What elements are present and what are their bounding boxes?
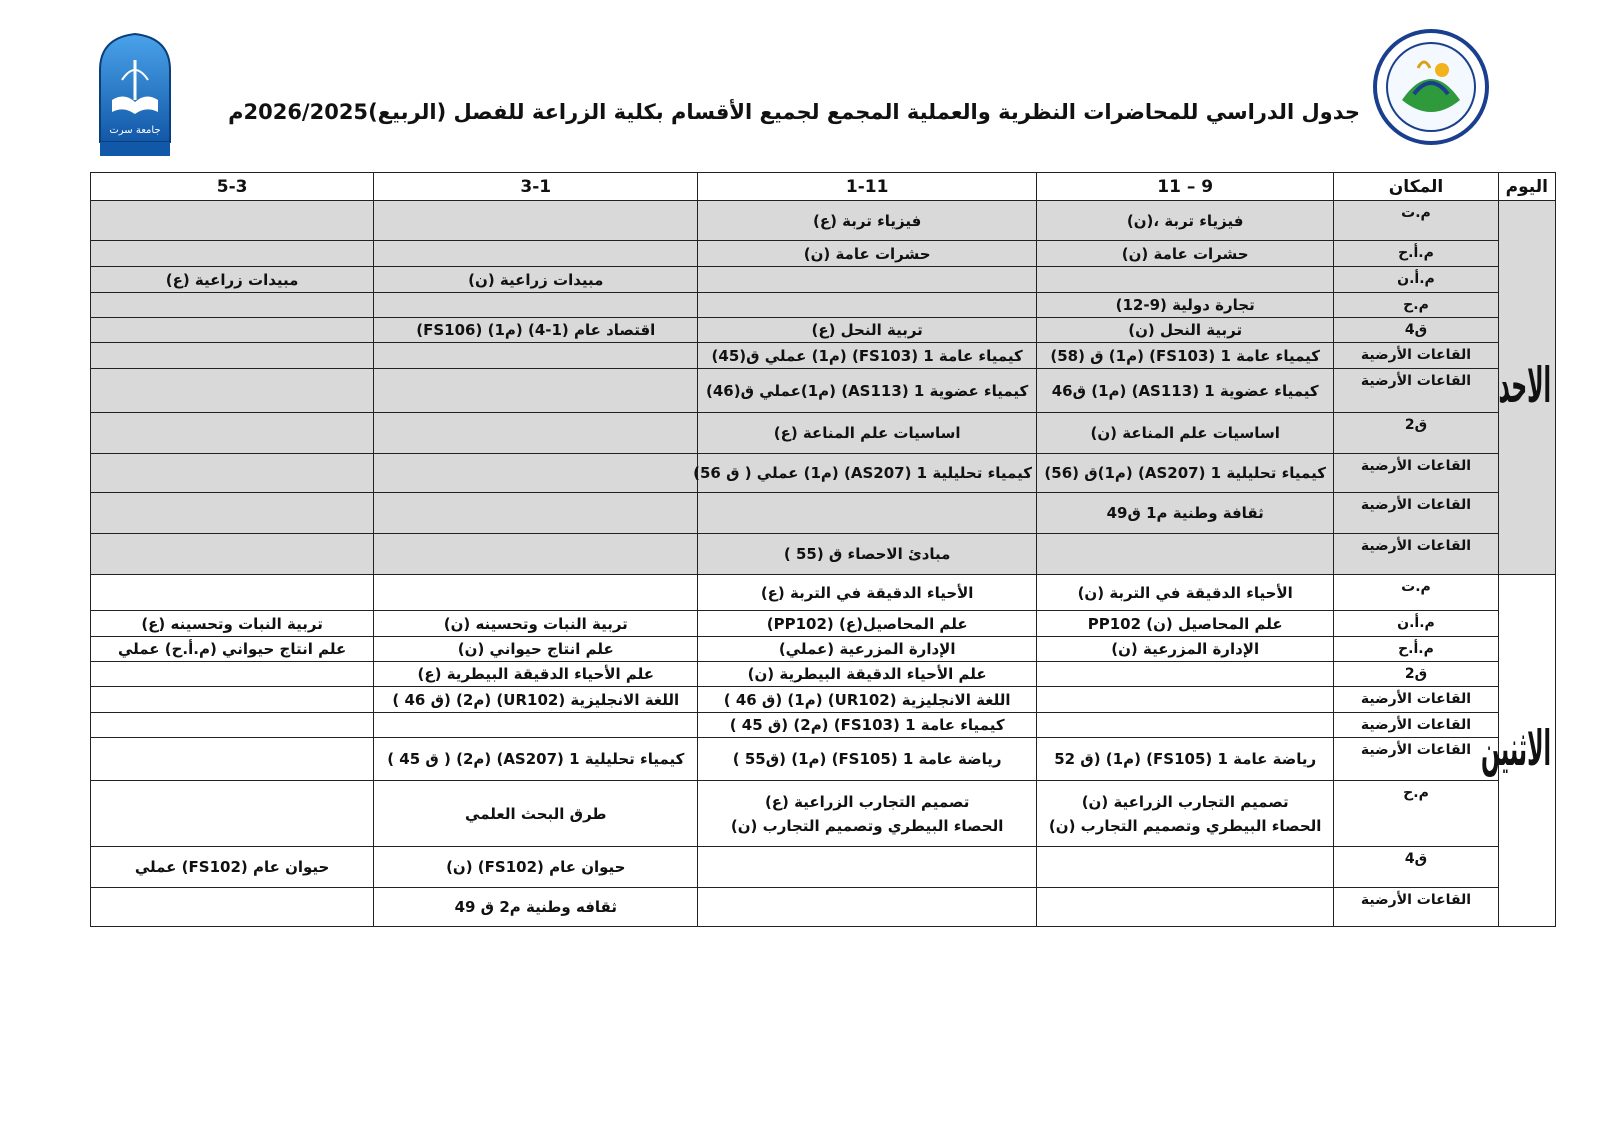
slot3-cell: علم الأحياء الدقيقة البيطرية (ع) (374, 662, 698, 687)
place-cell: القاعات الأرضية (1334, 369, 1498, 413)
table-row (91, 713, 1556, 738)
slot3-cell (374, 293, 698, 318)
slot4-cell (91, 201, 374, 241)
slot4-cell (91, 687, 374, 713)
schedule-container (90, 172, 1556, 927)
slot2-cell: فيزياء تربة (ع) (698, 201, 1037, 241)
slot1-cell: علم المحاصيل (ن) PP102 (1036, 611, 1334, 637)
slot4-cell (91, 293, 374, 318)
table-row (91, 241, 1556, 267)
slot4-cell: تربية النبات وتحسينه (ع) (91, 611, 374, 637)
day-cell-2: الاثنين (1498, 575, 1555, 927)
slot4-cell: علم انتاج حيواني (م.أ.ح) عملي (91, 637, 374, 662)
slot2-cell: رياضة عامة 1 (FS105) (م1) (ق55 ) (698, 738, 1037, 781)
slot3-cell (374, 713, 698, 738)
slot1-cell: رياضة عامة 1 (FS105) (م1) (ق 52 (1036, 738, 1334, 781)
slot3-cell: علم انتاج حيواني (ن) (374, 637, 698, 662)
place-cell: م.ت (1334, 575, 1498, 611)
slot2-cell: اللغة الانجليزية (UR102) (م1) (ق 46 ) (698, 687, 1037, 713)
slot2-cell (698, 847, 1037, 888)
column-header-slot1: 9 – 11 (1036, 173, 1334, 201)
slot3-cell: مبيدات زراعية (ن) (374, 267, 698, 293)
slot2-cell (698, 493, 1037, 534)
place-cell: القاعات الأرضية (1334, 454, 1498, 493)
slot2-cell: تربية النحل (ع) (698, 318, 1037, 343)
slot2-line2: الحصاء البيطري وتصميم التجارب (ن) (730, 816, 1004, 835)
schedule-table (90, 172, 1556, 927)
slot4-cell: مبيدات زراعية (ع) (91, 267, 374, 293)
slot1-cell (1036, 888, 1334, 927)
place-cell: م.أ.ن (1334, 611, 1498, 637)
slot4-cell: حيوان عام (FS102) عملي (91, 847, 374, 888)
table-row (91, 575, 1556, 611)
table-row (91, 888, 1556, 927)
slot1-cell: كيمياء عامة 1 (FS103) (م1) ق (58) (1036, 343, 1334, 369)
slot3-cell: تربية النبات وتحسينه (ن) (374, 611, 698, 637)
slot2-cell (698, 293, 1037, 318)
slot4-cell (91, 241, 374, 267)
place-cell: القاعات الأرضية (1334, 687, 1498, 713)
place-cell: القاعات الأرضية (1334, 493, 1498, 534)
table-row (91, 493, 1556, 534)
faculty-logo (1372, 28, 1490, 146)
slot4-cell (91, 713, 374, 738)
place-cell: م.ح (1334, 781, 1498, 847)
slot3-cell: ثقافه وطنية م2 ق 49 (374, 888, 698, 927)
slot3-cell (374, 201, 698, 241)
slot2-cell: مبادئ الاحصاء ق (55 ) (698, 534, 1037, 575)
slot2-cell: كيمياء عامة 1 (FS103) (م2) (ق 45 ) (698, 713, 1037, 738)
slot1-cell (1036, 847, 1334, 888)
slot4-cell (91, 454, 374, 493)
slot2-cell (698, 781, 1037, 847)
slot1-cell (1036, 781, 1334, 847)
column-header-slot4: 5-3 (91, 173, 374, 201)
slot1-cell: تجارة دولية (9-12) (1036, 293, 1334, 318)
slot3-cell: طرق البحث العلمي (374, 781, 698, 847)
column-header-place: المكان (1334, 173, 1498, 201)
slot3-cell (374, 575, 698, 611)
slot3-cell (374, 369, 698, 413)
place-cell: القاعات الأرضية (1334, 343, 1498, 369)
slot4-cell (91, 413, 374, 454)
place-cell: القاعات الأرضية (1334, 713, 1498, 738)
place-cell: ق4 (1334, 318, 1498, 343)
column-header-slot2: 1-11 (698, 173, 1037, 201)
slot4-cell (91, 575, 374, 611)
slot1-cell: ثقافة وطنية م1 ق49 (1036, 493, 1334, 534)
place-cell: القاعات الأرضية (1334, 738, 1498, 781)
place-cell: ق4 (1334, 847, 1498, 888)
slot1-cell: تربية النحل (ن) (1036, 318, 1334, 343)
column-header-day: اليوم (1498, 173, 1555, 201)
place-cell: القاعات الأرضية (1334, 888, 1498, 927)
table-row (91, 201, 1556, 241)
slot1-cell (1036, 662, 1334, 687)
table-row (91, 687, 1556, 713)
slot1-cell: حشرات عامة (ن) (1036, 241, 1334, 267)
header-row (91, 173, 1556, 201)
table-row (91, 781, 1556, 847)
slot1-cell: الأحياء الدقيقة في التربة (ن) (1036, 575, 1334, 611)
table-row (91, 738, 1556, 781)
slot2-cell: الإدارة المزرعية (عملي) (698, 637, 1037, 662)
slot3-cell (374, 241, 698, 267)
place-cell: القاعات الأرضية (1334, 534, 1498, 575)
slot1-cell: الإدارة المزرعية (ن) (1036, 637, 1334, 662)
slot2-cell: حشرات عامة (ن) (698, 241, 1037, 267)
slot3-cell: اقتصاد عام (1-4) (م1) (FS106) (374, 318, 698, 343)
slot3-cell (374, 343, 698, 369)
university-logo (92, 30, 178, 160)
slot1-cell: فيزياء تربة ،(ن) (1036, 201, 1334, 241)
slot4-cell (91, 343, 374, 369)
slot1-cell (1036, 687, 1334, 713)
slot3-cell (374, 534, 698, 575)
place-cell: م.ت (1334, 201, 1498, 241)
logo-left-text: جامعة سرت (109, 125, 161, 136)
slot3-cell: كيمياء تحليلية 1 (AS207) (م2) ( ق 45 ) (374, 738, 698, 781)
day-cell-1: الاحد (1498, 201, 1555, 575)
table-row (91, 267, 1556, 293)
place-cell: ق2 (1334, 413, 1498, 454)
page-title: جدول الدراسي للمحاضرات النظرية والعملية المجمع لجميع الأقسام بكلية الزراعة للفصل (الربيع)2026/2025م (228, 100, 1360, 124)
table-row (91, 369, 1556, 413)
table-row (91, 847, 1556, 888)
slot4-cell (91, 738, 374, 781)
slot1-cell (1036, 534, 1334, 575)
place-cell: م.أ.ن (1334, 267, 1498, 293)
slot2-line1: تصميم التجارب الزراعية (ع) (764, 792, 970, 811)
slot3-cell: حيوان عام (FS102) (ن) (374, 847, 698, 888)
slot1-cell: كيمياء تحليلية 1 (AS207) (م1)ق (56) (1036, 454, 1334, 493)
slot3-cell (374, 493, 698, 534)
place-cell: م.أ.ح (1334, 637, 1498, 662)
slot3-cell (374, 454, 698, 493)
place-cell: ق2 (1334, 662, 1498, 687)
place-cell: م.ح (1334, 293, 1498, 318)
slot4-cell (91, 781, 374, 847)
slot1-cell: اساسيات علم المناعة (ن) (1036, 413, 1334, 454)
slot2-cell: كيمياء عامة 1 (FS103) (م1) عملي ق(45) (698, 343, 1037, 369)
slot4-cell (91, 318, 374, 343)
table-row (91, 293, 1556, 318)
table-row (91, 611, 1556, 637)
slot4-cell (91, 534, 374, 575)
slot3-cell (374, 413, 698, 454)
table-row (91, 318, 1556, 343)
slot2-cell: كيمياء عضوية 1 (AS113) (م1)عملي ق(46) (698, 369, 1037, 413)
slot2-cell: الأحياء الدقيقة في التربة (ع) (698, 575, 1037, 611)
column-header-slot3: 3-1 (374, 173, 698, 201)
slot1-line1: تصميم التجارب الزراعية (ن) (1081, 792, 1289, 811)
slot4-cell (91, 369, 374, 413)
slot1-cell (1036, 267, 1334, 293)
slot4-cell (91, 888, 374, 927)
slot2-cell: علم الأحياء الدقيقة البيطرية (ن) (698, 662, 1037, 687)
slot2-cell: اساسيات علم المناعة (ع) (698, 413, 1037, 454)
slot2-cell (698, 267, 1037, 293)
slot2-cell: علم المحاصيل(ع) (PP102) (698, 611, 1037, 637)
slot1-line2: الحصاء البيطري وتصميم التجارب (ن) (1048, 816, 1322, 835)
place-cell: م.أ.ح (1334, 241, 1498, 267)
table-row (91, 454, 1556, 493)
slot4-cell (91, 662, 374, 687)
table-row (91, 637, 1556, 662)
slot2-cell (698, 888, 1037, 927)
slot2-cell: كيمياء تحليلية 1 (AS207) (م1) عملي ( ق 56) (698, 454, 1037, 493)
slot3-cell: اللغة الانجليزية (UR102) (م2) (ق 46 ) (374, 687, 698, 713)
table-row (91, 343, 1556, 369)
table-row (91, 413, 1556, 454)
slot1-cell: كيمياء عضوية 1 (AS113) (م1) ق46 (1036, 369, 1334, 413)
table-row (91, 662, 1556, 687)
table-row (91, 534, 1556, 575)
slot4-cell (91, 493, 374, 534)
slot1-cell (1036, 713, 1334, 738)
